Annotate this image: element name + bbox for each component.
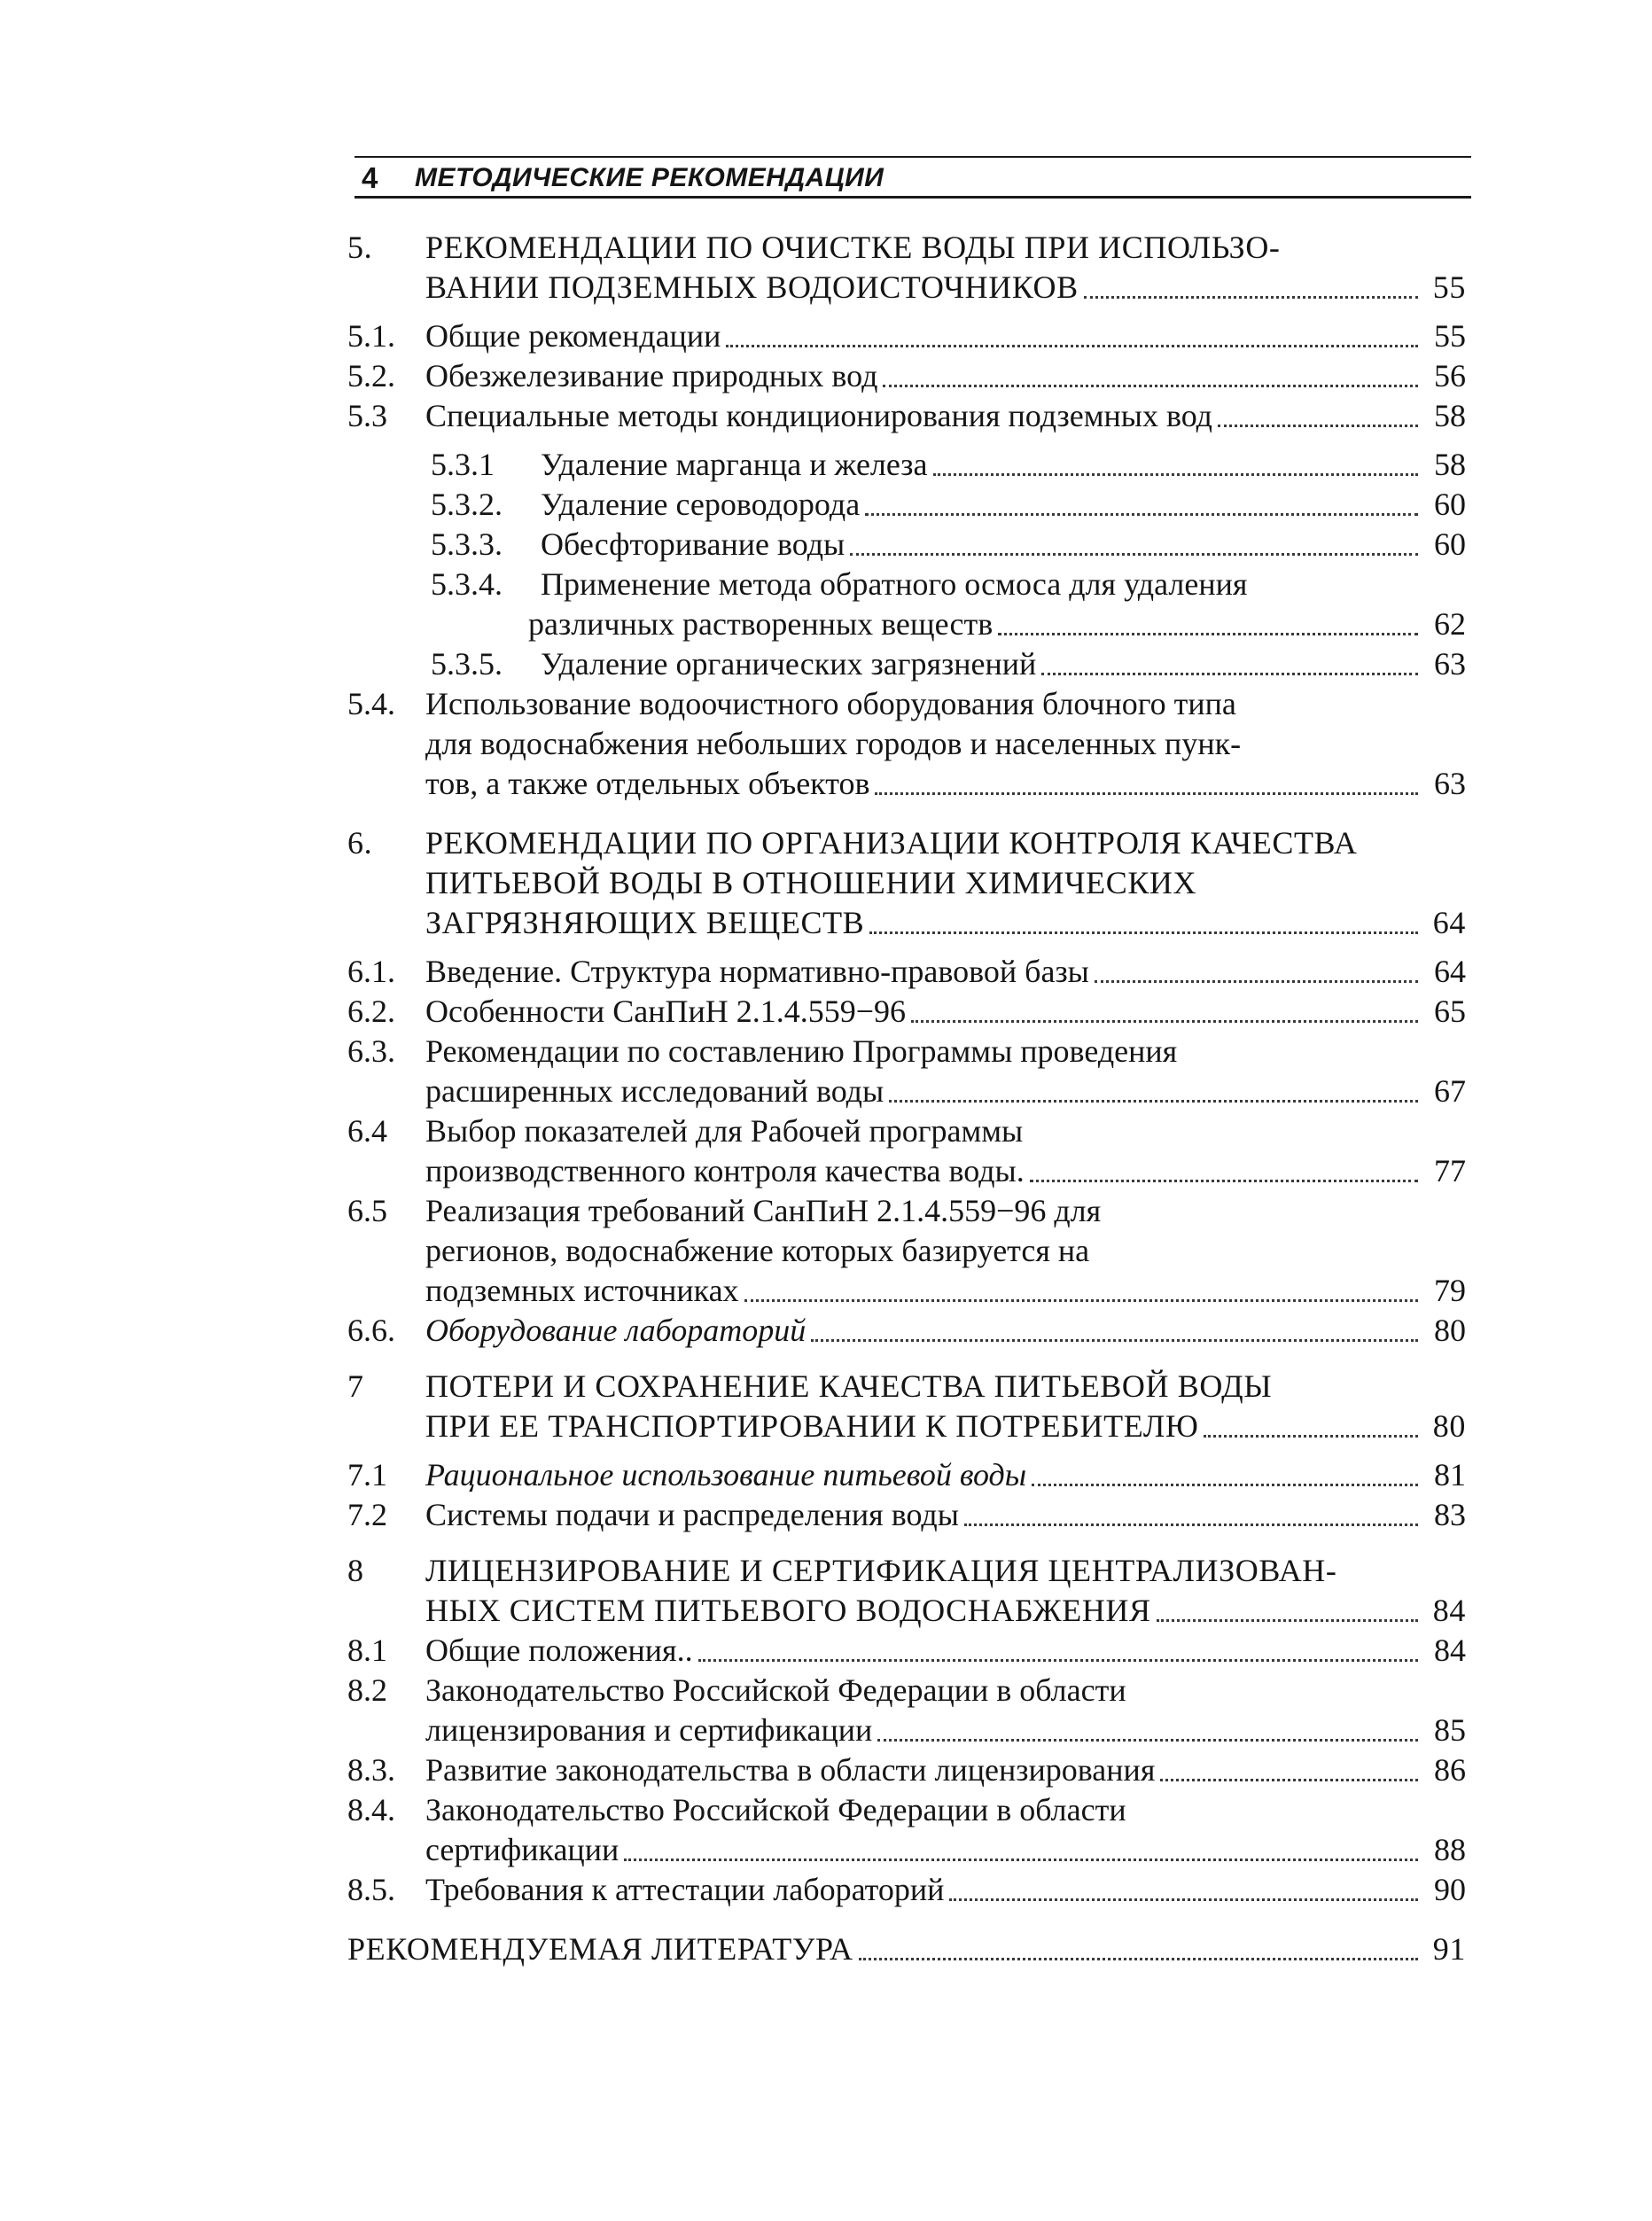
toc-entry-5-3-5 bbox=[431, 644, 1466, 684]
toc-title-line: Законодательство Российской Федерации в области bbox=[425, 1792, 1126, 1827]
toc-title-line: производственного контроля качества воды. bbox=[425, 1153, 1025, 1188]
toc-page-number: 58 bbox=[1434, 398, 1466, 433]
toc-page-number: 91 bbox=[1432, 1931, 1466, 1967]
toc-entry-5-4 bbox=[347, 684, 1466, 804]
toc-entry-6-4 bbox=[347, 1111, 1466, 1191]
toc-entry-5-1 bbox=[347, 316, 1466, 356]
toc-page-number: 84 bbox=[1434, 1633, 1466, 1668]
toc-title: Удаление сероводорода bbox=[541, 487, 861, 522]
toc-page-number: 79 bbox=[1434, 1273, 1466, 1308]
toc-number: 8.1 bbox=[347, 1633, 387, 1668]
toc-page-number: 86 bbox=[1434, 1752, 1466, 1788]
toc-title-line: Рекомендации по составлению Программы проведения bbox=[425, 1033, 1178, 1069]
dot-leader bbox=[1157, 1619, 1418, 1622]
page-number: 4 bbox=[362, 161, 378, 194]
toc-number: 6.1. bbox=[347, 954, 395, 989]
toc-entry-8-4 bbox=[347, 1790, 1466, 1870]
toc-number: 5.2. bbox=[347, 358, 395, 394]
dot-leader bbox=[1041, 673, 1418, 675]
dot-leader bbox=[1095, 980, 1418, 983]
toc-title: Общие положения.. bbox=[425, 1633, 693, 1668]
dot-leader bbox=[1218, 425, 1418, 427]
toc-subsections-5-3 bbox=[347, 445, 1466, 684]
toc-number: 5. bbox=[347, 230, 373, 265]
toc-entry-8-2 bbox=[347, 1671, 1466, 1750]
toc-entry-6-3 bbox=[347, 1032, 1466, 1111]
toc-number: 5.3.4. bbox=[431, 566, 503, 602]
toc-page-number: 65 bbox=[1434, 994, 1466, 1029]
toc-entry-5-2 bbox=[347, 356, 1466, 396]
toc-title: Обесфторивание воды bbox=[541, 526, 845, 562]
toc-title-line: ПИТЬЕВОЙ ВОДЫ В ОТНОШЕНИИ ХИМИЧЕСКИХ bbox=[425, 865, 1197, 900]
dot-leader bbox=[964, 1524, 1418, 1526]
toc-entry-5-3 bbox=[347, 396, 1466, 436]
toc-title-line: сертификации bbox=[425, 1832, 620, 1867]
toc-number: 5.3.3. bbox=[431, 526, 503, 562]
toc-title-line: Использование водоочистного оборудования блочного типа bbox=[425, 686, 1236, 721]
toc-title: Специальные методы кондиционирования подземных вод bbox=[425, 398, 1212, 433]
toc-title-line: различных растворенных веществ bbox=[528, 606, 994, 642]
toc-page-number: 64 bbox=[1432, 905, 1466, 940]
toc-entry-8-5 bbox=[347, 1870, 1466, 1910]
toc-title-line: Реализация требований СанПиН 2.1.4.559−96 для bbox=[425, 1193, 1102, 1228]
toc-page-number: 63 bbox=[1434, 646, 1466, 682]
toc-entry-literature bbox=[347, 1929, 1466, 1969]
toc-title-line: регионов, водоснабжение которых базируется на bbox=[425, 1233, 1090, 1268]
toc-entry-6-5 bbox=[347, 1191, 1466, 1311]
dot-leader bbox=[865, 513, 1418, 516]
toc-title-line: РЕКОМЕНДАЦИИ ПО ОРГАНИЗАЦИИ КОНТРОЛЯ КАЧЕСТВА bbox=[425, 825, 1358, 861]
toc-entry-6-1 bbox=[347, 952, 1466, 992]
dot-leader bbox=[883, 385, 1418, 387]
toc-number: 8.2 bbox=[347, 1672, 387, 1708]
toc-title-line: ВАНИИ ПОДЗЕМНЫХ ВОДОИСТОЧНИКОВ bbox=[425, 269, 1079, 305]
toc-page-number: 62 bbox=[1434, 606, 1466, 642]
toc-page-number: 60 bbox=[1434, 526, 1466, 562]
toc-number: 5.3.1 bbox=[431, 447, 495, 482]
toc-number: 8.4. bbox=[347, 1792, 395, 1827]
toc-page-number: 67 bbox=[1434, 1073, 1466, 1109]
dot-leader bbox=[811, 1339, 1418, 1342]
toc-number: 5.4. bbox=[347, 686, 395, 721]
header-rule-bottom bbox=[355, 196, 1471, 199]
toc-number: 5.1. bbox=[347, 318, 395, 354]
dot-leader bbox=[869, 931, 1418, 934]
toc-title: Требования к аттестации лабораторий bbox=[425, 1872, 945, 1907]
toc-number: 6.6. bbox=[347, 1313, 395, 1348]
toc-title: Удаление марганца и железа bbox=[541, 447, 928, 482]
toc-page-number: 84 bbox=[1432, 1593, 1466, 1628]
toc-number: 7 bbox=[347, 1368, 364, 1404]
toc-number: 8 bbox=[347, 1553, 364, 1588]
toc-title: РЕКОМЕНДУЕМАЯ ЛИТЕРАТУРА bbox=[347, 1931, 853, 1967]
toc-number: 5.3 bbox=[347, 398, 387, 433]
dot-leader bbox=[850, 553, 1418, 556]
toc-title-line: Выбор показателей для Рабочей программы bbox=[425, 1113, 1024, 1149]
toc-number: 8.3. bbox=[347, 1752, 395, 1788]
dot-leader bbox=[1160, 1779, 1418, 1781]
dot-leader bbox=[1032, 1484, 1418, 1486]
dot-leader bbox=[949, 1898, 1418, 1901]
toc-page-number: 90 bbox=[1434, 1872, 1466, 1907]
toc-chapter-6 bbox=[347, 823, 1466, 943]
toc-entry-5-3-1 bbox=[431, 445, 1466, 485]
dot-leader bbox=[911, 1020, 1418, 1023]
dot-leader bbox=[859, 1958, 1418, 1960]
toc-number: 7.2 bbox=[347, 1497, 387, 1532]
toc-title-line: для водоснабжения небольших городов и населенных пунк- bbox=[425, 726, 1242, 761]
running-title: МЕТОДИЧЕСКИЕ РЕКОМЕНДАЦИИ bbox=[415, 163, 884, 192]
dot-leader bbox=[744, 1299, 1418, 1302]
toc-title: Особенности СанПиН 2.1.4.559−96 bbox=[425, 994, 907, 1029]
dot-leader bbox=[698, 1659, 1418, 1662]
toc-chapter-7 bbox=[347, 1367, 1466, 1446]
toc-title: Оборудование лабораторий bbox=[425, 1313, 807, 1348]
toc-title-line: ЗАГРЯЗНЯЮЩИХ ВЕЩЕСТВ bbox=[425, 905, 865, 940]
toc-entry-6-6 bbox=[347, 1311, 1466, 1351]
toc-page-number: 88 bbox=[1434, 1832, 1466, 1867]
dot-leader bbox=[1204, 1435, 1418, 1438]
toc-title-line: подземных источниках bbox=[425, 1273, 739, 1308]
toc-title-line: тов, а также отдельных объектов bbox=[425, 766, 870, 801]
toc-number: 5.3.5. bbox=[431, 646, 503, 682]
toc-title-line: Применение метода обратного осмоса для удаления bbox=[541, 566, 1248, 602]
toc-page-number: 58 bbox=[1434, 447, 1466, 482]
toc-title-line: лицензирования и сертификации bbox=[425, 1712, 873, 1748]
toc-title-line: ЛИЦЕНЗИРОВАНИЕ И СЕРТИФИКАЦИЯ ЦЕНТРАЛИЗОВАН- bbox=[425, 1553, 1337, 1588]
toc-page-number: 85 bbox=[1434, 1712, 1466, 1748]
toc-title: Общие рекомендации bbox=[425, 318, 721, 354]
toc-entry-7-1 bbox=[347, 1455, 1466, 1495]
toc-title: Введение. Структура нормативно-правовой базы bbox=[425, 954, 1089, 989]
toc-number: 6.5 bbox=[347, 1193, 387, 1228]
toc-title: Системы подачи и распределения воды bbox=[425, 1497, 959, 1532]
toc-title-line: ПОТЕРИ И СОХРАНЕНИЕ КАЧЕСТВА ПИТЬЕВОЙ ВОДЫ bbox=[425, 1368, 1273, 1404]
toc-title-line: РЕКОМЕНДАЦИИ ПО ОЧИСТКЕ ВОДЫ ПРИ ИСПОЛЬЗО- bbox=[425, 230, 1281, 265]
toc-page-number: 60 bbox=[1434, 487, 1466, 522]
toc-title: Развитие законодательства в области лицензирования bbox=[425, 1752, 1156, 1788]
toc-entry-8-3 bbox=[347, 1750, 1466, 1790]
toc-chapter-5 bbox=[347, 228, 1466, 308]
toc-page-number: 77 bbox=[1434, 1153, 1466, 1188]
toc-page-number: 63 bbox=[1434, 766, 1466, 801]
toc-entry-5-3-4 bbox=[431, 565, 1466, 644]
toc-page-number: 80 bbox=[1434, 1313, 1466, 1348]
toc-number: 6. bbox=[347, 825, 373, 861]
toc-entry-7-2 bbox=[347, 1495, 1466, 1535]
running-header bbox=[355, 156, 1471, 199]
dot-leader bbox=[624, 1859, 1418, 1861]
toc-page-number: 55 bbox=[1434, 318, 1466, 354]
toc-page-number: 64 bbox=[1434, 954, 1466, 989]
toc-number: 7.1 bbox=[347, 1457, 387, 1492]
toc-title-line: расширенных исследований воды bbox=[425, 1073, 884, 1109]
toc-number: 6.2. bbox=[347, 994, 395, 1029]
toc-chapter-8 bbox=[347, 1551, 1466, 1631]
toc-title: Обезжелезивание природных вод bbox=[425, 358, 878, 394]
toc-page-number: 80 bbox=[1432, 1408, 1466, 1444]
toc-entry-6-2 bbox=[347, 992, 1466, 1032]
toc-number: 6.3. bbox=[347, 1033, 395, 1069]
toc-number: 8.5. bbox=[347, 1872, 395, 1907]
toc-entry-5-3-2 bbox=[431, 485, 1466, 525]
toc-page-number: 55 bbox=[1432, 269, 1466, 305]
dot-leader bbox=[933, 473, 1419, 476]
header-rule-top bbox=[355, 156, 1471, 158]
toc-number: 6.4 bbox=[347, 1113, 387, 1149]
dot-leader bbox=[726, 345, 1418, 347]
dot-leader bbox=[877, 1739, 1418, 1742]
toc-title-line: Законодательство Российской Федерации в области bbox=[425, 1672, 1126, 1708]
toc-title-line: НЫХ СИСТЕМ ПИТЬЕВОГО ВОДОСНАБЖЕНИЯ bbox=[425, 1593, 1151, 1628]
toc-entry-8-1 bbox=[347, 1631, 1466, 1671]
toc-page-number: 83 bbox=[1434, 1497, 1466, 1532]
dot-leader bbox=[875, 792, 1418, 795]
dot-leader bbox=[998, 633, 1418, 635]
dot-leader bbox=[1030, 1180, 1418, 1182]
table-of-contents bbox=[347, 228, 1466, 1969]
toc-page-number: 56 bbox=[1434, 358, 1466, 394]
toc-title-line: ПРИ ЕЕ ТРАНСПОРТИРОВАНИИ К ПОТРЕБИТЕЛЮ bbox=[425, 1408, 1199, 1444]
toc-number: 5.3.2. bbox=[431, 487, 503, 522]
dot-leader bbox=[889, 1100, 1418, 1103]
toc-entry-5-3-3 bbox=[431, 525, 1466, 565]
toc-page-number: 81 bbox=[1434, 1457, 1466, 1492]
dot-leader bbox=[1084, 296, 1418, 299]
toc-title: Удаление органических загрязнений bbox=[541, 646, 1037, 682]
toc-title: Рациональное использование питьевой воды bbox=[425, 1457, 1027, 1492]
